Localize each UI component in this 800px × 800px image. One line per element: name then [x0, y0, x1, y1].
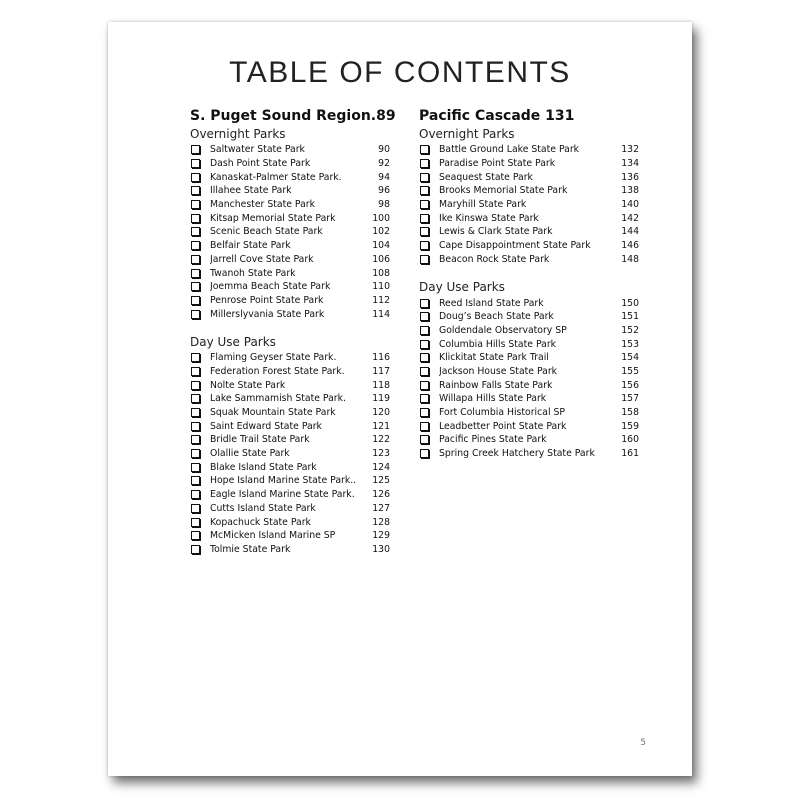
- region-column-left: [190, 108, 396, 556]
- park-page-number: 155: [621, 365, 639, 377]
- checkbox-icon[interactable]: [420, 255, 429, 264]
- park-page-number: 125: [372, 475, 390, 487]
- park-list-item: [419, 143, 639, 157]
- park-name: Dash Point State Park: [210, 158, 311, 170]
- park-name: Belfair State Park: [210, 240, 291, 252]
- park-page-number: 123: [372, 448, 390, 460]
- park-page-number: 140: [621, 199, 639, 211]
- checkbox-icon[interactable]: [191, 241, 200, 250]
- section-heading: Day Use Parks: [190, 334, 276, 349]
- park-page-number: 96: [378, 185, 390, 197]
- checkbox-icon[interactable]: [420, 394, 429, 403]
- checkbox-icon[interactable]: [191, 422, 200, 431]
- park-list-item: [190, 433, 390, 447]
- park-page-number: 94: [378, 171, 390, 183]
- park-list-item: [419, 365, 639, 379]
- park-page-number: 128: [372, 516, 390, 528]
- park-list-item: [419, 211, 639, 225]
- park-page-number: 90: [378, 144, 390, 156]
- section-heading: Overnight Parks: [419, 127, 515, 141]
- park-page-number: 148: [621, 253, 639, 265]
- park-page-number: 112: [372, 294, 390, 306]
- park-name: Millerslyvania State Park: [210, 308, 325, 320]
- park-page-number: 92: [378, 158, 390, 170]
- park-page-number: 161: [621, 448, 639, 460]
- park-page-number: 126: [372, 489, 390, 501]
- park-name: Bridle Trail State Park: [210, 434, 310, 446]
- park-list: [419, 143, 639, 266]
- park-name: Rainbow Falls State Park: [439, 379, 553, 391]
- park-page-number: 159: [621, 420, 639, 432]
- park-name: Federation Forest State Park.: [210, 365, 345, 377]
- checkbox-icon[interactable]: [420, 241, 429, 250]
- park-name: Goldendale Observatory SP: [439, 324, 567, 336]
- park-list-item: [190, 143, 390, 157]
- park-list-item: [419, 310, 639, 324]
- park-name: Beacon Rock State Park: [439, 253, 550, 265]
- park-name: Nolte State Park: [210, 379, 286, 391]
- park-name: Kopachuck State Park: [210, 516, 311, 528]
- park-list-item: [190, 253, 390, 267]
- park-list-item: [190, 529, 390, 543]
- park-name: Kitsap Memorial State Park: [210, 212, 336, 224]
- park-name: Lake Sammamish State Park.: [210, 393, 346, 405]
- park-page-number: 144: [621, 226, 639, 238]
- park-name: Leadbetter Point State Park: [439, 420, 567, 432]
- park-name: Pacific Pines State Park: [439, 434, 547, 446]
- checkbox-icon[interactable]: [420, 227, 429, 236]
- park-name: Saltwater State Park: [210, 144, 305, 156]
- park-name: Brooks Memorial State Park: [439, 185, 568, 197]
- checkbox-icon[interactable]: [191, 435, 200, 444]
- park-list-item: [190, 211, 390, 225]
- checkbox-icon[interactable]: [420, 422, 429, 431]
- park-list-item: [190, 502, 390, 516]
- checkbox-icon[interactable]: [191, 214, 200, 223]
- checkbox-icon[interactable]: [191, 518, 200, 527]
- park-page-number: 134: [621, 158, 639, 170]
- park-name: Saint Edward State Park: [210, 420, 322, 432]
- park-page-number: 124: [372, 461, 390, 473]
- park-name: Twanoh State Park: [210, 267, 296, 279]
- checkbox-icon[interactable]: [420, 145, 429, 154]
- section-spacer: [419, 266, 639, 280]
- checkbox-icon[interactable]: [191, 449, 200, 458]
- park-name: Illahee State Park: [210, 185, 292, 197]
- park-list-item: [419, 406, 639, 420]
- park-name: Kanaskat-Palmer State Park.: [210, 171, 342, 183]
- page-title: TABLE OF CONTENTS: [229, 56, 571, 89]
- park-page-number: 156: [621, 379, 639, 391]
- park-list-item: [190, 378, 390, 392]
- section-heading: Overnight Parks: [190, 127, 286, 141]
- checkbox-icon[interactable]: [420, 173, 429, 182]
- park-list-item: [419, 296, 639, 310]
- document-page: [108, 22, 692, 776]
- park-list-item: [190, 170, 390, 184]
- park-list-item: [419, 337, 639, 351]
- checkbox-icon[interactable]: [420, 381, 429, 390]
- checkbox-icon[interactable]: [420, 435, 429, 444]
- checkbox-icon[interactable]: [420, 299, 429, 308]
- park-name: Klickitat State Park Trail: [439, 352, 549, 364]
- checkbox-icon[interactable]: [191, 227, 200, 236]
- park-name: Cape Disappointment State Park: [439, 240, 591, 252]
- park-name: McMicken Island Marine SP: [210, 530, 336, 542]
- park-name: Cutts Island State Park: [210, 502, 316, 514]
- park-list-item: [419, 378, 639, 392]
- checkbox-icon[interactable]: [191, 394, 200, 403]
- park-list-item: [190, 406, 390, 420]
- checkbox-icon[interactable]: [420, 312, 429, 321]
- checkbox-icon[interactable]: [191, 159, 200, 168]
- checkbox-icon[interactable]: [191, 504, 200, 513]
- checkbox-icon[interactable]: [191, 408, 200, 417]
- checkbox-icon[interactable]: [191, 173, 200, 182]
- park-page-number: 153: [621, 338, 639, 350]
- park-page-number: 120: [372, 407, 390, 419]
- park-list-item: [190, 307, 390, 321]
- checkbox-icon[interactable]: [420, 200, 429, 209]
- park-name: Manchester State Park: [210, 199, 315, 211]
- region-heading: S. Puget Sound Region.89: [190, 108, 396, 124]
- checkbox-icon[interactable]: [191, 353, 200, 362]
- park-page-number: 116: [372, 352, 390, 364]
- park-list-item: [190, 157, 390, 171]
- park-page-number: 151: [621, 311, 639, 323]
- park-list-item: [190, 184, 390, 198]
- park-name: Willapa Hills State Park: [439, 393, 547, 405]
- checkbox-icon[interactable]: [191, 367, 200, 376]
- park-list-item: [419, 351, 639, 365]
- park-page-number: 122: [372, 434, 390, 446]
- park-list-item: [419, 324, 639, 338]
- park-name: Squak Mountain State Park: [210, 407, 336, 419]
- park-page-number: 130: [372, 543, 390, 555]
- park-name: Penrose Point State Park: [210, 294, 324, 306]
- park-page-number: 106: [372, 253, 390, 265]
- park-page-number: 127: [372, 502, 390, 514]
- park-name: Maryhill State Park: [439, 199, 527, 211]
- park-page-number: 146: [621, 240, 639, 252]
- park-list-item: [419, 253, 639, 267]
- park-list-item: [419, 170, 639, 184]
- park-list-item: [190, 280, 390, 294]
- park-name: Eagle Island Marine State Park.: [210, 489, 355, 501]
- park-page-number: 157: [621, 393, 639, 405]
- page-number: 5: [640, 738, 646, 748]
- checkbox-icon[interactable]: [420, 326, 429, 335]
- park-page-number: 132: [621, 144, 639, 156]
- checkbox-icon[interactable]: [420, 186, 429, 195]
- park-name: Ike Kinswa State Park: [439, 212, 539, 224]
- checkbox-icon[interactable]: [420, 159, 429, 168]
- checkbox-icon[interactable]: [191, 545, 200, 554]
- park-list-item: [190, 239, 390, 253]
- park-list-item: [419, 157, 639, 171]
- park-list-item: [419, 225, 639, 239]
- park-page-number: 142: [621, 212, 639, 224]
- section-heading: Day Use Parks: [419, 280, 505, 295]
- checkbox-icon[interactable]: [420, 367, 429, 376]
- park-list-item: [419, 198, 639, 212]
- park-name: Joemma Beach State Park: [210, 281, 331, 293]
- park-page-number: 129: [372, 530, 390, 542]
- park-page-number: 160: [621, 434, 639, 446]
- park-list: [419, 296, 639, 460]
- checkbox-icon[interactable]: [420, 449, 429, 458]
- checkbox-icon[interactable]: [191, 476, 200, 485]
- checkbox-icon[interactable]: [420, 340, 429, 349]
- park-list-item: [190, 488, 390, 502]
- park-name: Battle Ground Lake State Park: [439, 144, 580, 156]
- park-page-number: 150: [621, 297, 639, 309]
- park-name: Reed Island State Park: [439, 297, 544, 309]
- park-name: Paradise Point State Park: [439, 158, 556, 170]
- park-name: Lewis & Clark State Park: [439, 226, 553, 238]
- park-name: Tolmie State Park: [210, 543, 291, 555]
- park-list-item: [419, 184, 639, 198]
- park-list-item: [190, 294, 390, 308]
- park-page-number: 104: [372, 240, 390, 252]
- park-name: Jackson House State Park: [439, 365, 558, 377]
- park-list-item: [190, 266, 390, 280]
- park-page-number: 119: [372, 393, 390, 405]
- region-heading: Pacific Cascade 131: [419, 108, 575, 124]
- checkbox-icon[interactable]: [191, 200, 200, 209]
- park-page-number: 102: [372, 226, 390, 238]
- park-page-number: 121: [372, 420, 390, 432]
- park-list-item: [190, 515, 390, 529]
- checkbox-icon[interactable]: [191, 145, 200, 154]
- park-name: Fort Columbia Historical SP: [439, 407, 565, 419]
- checkbox-icon[interactable]: [420, 408, 429, 417]
- park-page-number: 98: [378, 199, 390, 211]
- park-name: Scenic Beach State Park: [210, 226, 323, 238]
- park-list-item: [419, 419, 639, 433]
- checkbox-icon[interactable]: [191, 463, 200, 472]
- park-name: Hope Island Marine State Park..: [210, 475, 357, 487]
- region-sections: [190, 127, 390, 556]
- park-list-item: [190, 460, 390, 474]
- park-page-number: 117: [372, 365, 390, 377]
- park-list-item: [190, 225, 390, 239]
- park-page-number: 100: [372, 212, 390, 224]
- park-list-item: [190, 447, 390, 461]
- checkbox-icon[interactable]: [191, 531, 200, 540]
- park-name: Olallie State Park: [210, 448, 290, 460]
- park-name: Blake Island State Park: [210, 461, 317, 473]
- checkbox-icon[interactable]: [420, 353, 429, 362]
- checkbox-icon[interactable]: [191, 296, 200, 305]
- park-page-number: 138: [621, 185, 639, 197]
- park-page-number: 152: [621, 324, 639, 336]
- park-list-item: [419, 392, 639, 406]
- region-column-right: [419, 108, 639, 460]
- park-page-number: 108: [372, 267, 390, 279]
- park-list-item: [190, 198, 390, 212]
- park-list-item: [419, 239, 639, 253]
- park-list-item: [190, 351, 390, 365]
- park-page-number: 110: [372, 281, 390, 293]
- park-page-number: 114: [372, 308, 390, 320]
- park-name: Columbia Hills State Park: [439, 338, 557, 350]
- park-list-item: [419, 433, 639, 447]
- park-name: Spring Creek Hatchery State Park: [439, 448, 595, 460]
- park-page-number: 158: [621, 407, 639, 419]
- park-list-item: [190, 392, 390, 406]
- park-list-item: [190, 474, 390, 488]
- park-list-item: [190, 543, 390, 557]
- park-list-item: [190, 365, 390, 379]
- park-name: Jarrell Cove State Park: [210, 253, 314, 265]
- park-list: [190, 351, 390, 556]
- checkbox-icon[interactable]: [191, 310, 200, 319]
- section-spacer: [190, 321, 390, 335]
- checkbox-icon[interactable]: [191, 186, 200, 195]
- park-name: Seaquest State Park: [439, 171, 533, 183]
- checkbox-icon[interactable]: [191, 255, 200, 264]
- park-page-number: 118: [372, 379, 390, 391]
- park-page-number: 136: [621, 171, 639, 183]
- checkbox-icon[interactable]: [420, 214, 429, 223]
- park-list-item: [419, 447, 639, 461]
- park-name: Flaming Geyser State Park.: [210, 352, 337, 364]
- park-list: [190, 143, 390, 321]
- park-name: Doug’s Beach State Park: [439, 311, 554, 323]
- checkbox-icon[interactable]: [191, 282, 200, 291]
- region-sections: [419, 127, 639, 460]
- checkbox-icon[interactable]: [191, 269, 200, 278]
- checkbox-icon[interactable]: [191, 381, 200, 390]
- checkbox-icon[interactable]: [191, 490, 200, 499]
- park-page-number: 154: [621, 352, 639, 364]
- park-list-item: [190, 419, 390, 433]
